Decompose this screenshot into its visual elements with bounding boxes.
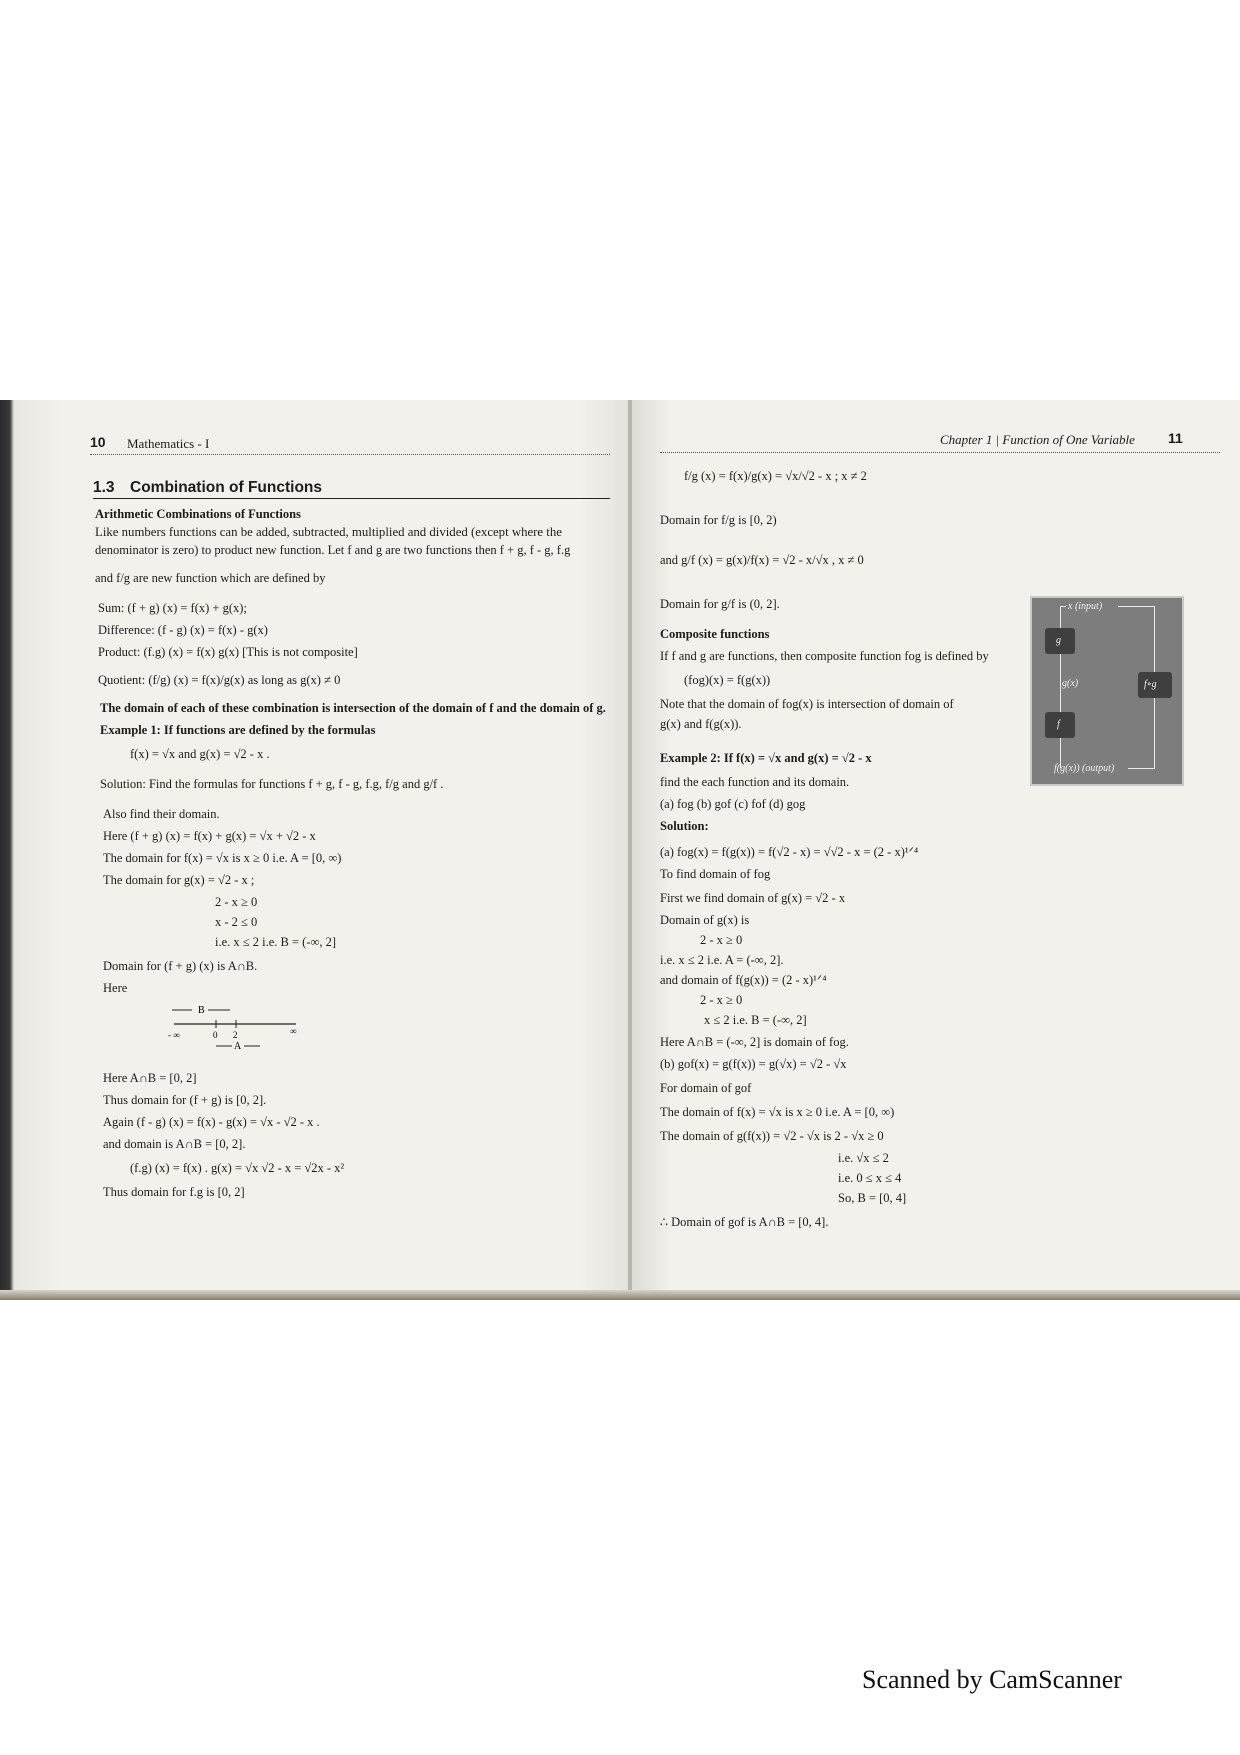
text-line: Composite functions	[660, 627, 770, 641]
text-line: To find domain of fog	[660, 867, 771, 881]
text-line: f(x) = √x and g(x) = √2 - x .	[130, 747, 270, 761]
text-line: (f.g) (x) = f(x) . g(x) = √x √2 - x = √2x - x²	[130, 1161, 345, 1175]
text-line: and domain is A∩B = [0, 2].	[103, 1137, 246, 1151]
text-line: The domain of each of these combination is intersection of the domain of f and the domain of g.	[100, 701, 606, 715]
text-line: Here A∩B = [0, 2]	[103, 1071, 197, 1085]
text-line: Thus domain for (f + g) is [0, 2].	[103, 1093, 267, 1107]
header-rule	[90, 454, 610, 455]
page-number-right: 11	[1168, 430, 1183, 446]
tick-label: - ∞	[168, 1030, 180, 1040]
text-line: Here (f + g) (x) = f(x) + g(x) = √x + √2 - x	[103, 829, 316, 843]
text-line: Solution:	[660, 819, 709, 833]
text-line: Here A∩B = (-∞, 2] is domain of fog.	[660, 1035, 849, 1049]
text-line: Again (f - g) (x) = f(x) - g(x) = √x - √2 - x .	[103, 1115, 320, 1129]
subheading: Arithmetic Combinations of Functions	[95, 507, 301, 521]
composition-figure	[1030, 596, 1184, 786]
text-line: The domain of f(x) = √x is x ≥ 0 i.e. A = [0, ∞)	[660, 1105, 895, 1119]
text-line: i.e. 0 ≤ x ≤ 4	[838, 1171, 902, 1185]
text-line: If f and g are functions, then composite function fog is defined by	[660, 649, 989, 663]
text-line: (fog)(x) = f(g(x))	[684, 673, 771, 687]
running-head-left: Mathematics - I	[127, 436, 210, 451]
text-line: Note that the domain of fog(x) is intersection of domain of	[660, 697, 954, 711]
text-line: x - 2 ≤ 0	[215, 915, 258, 929]
text-line: First we find domain of g(x) = √2 - x	[660, 891, 846, 905]
text-line: denominator is zero) to product new function. Let f and g are two functions then f + g, f - g, f.g	[95, 543, 571, 557]
text-line: The domain for g(x) = √2 - x ;	[103, 873, 255, 887]
text-line: Thus domain for f.g is [0, 2]	[103, 1185, 245, 1199]
text-line: Also find their domain.	[103, 807, 220, 821]
text-line: The domain for f(x) = √x is x ≥ 0 i.e. A = [0, ∞)	[103, 851, 342, 865]
left-page	[0, 400, 630, 1300]
figure-label: g(x)	[1062, 678, 1079, 689]
text-line: The domain of g(f(x)) = √2 - √x is 2 - √x ≥ 0	[660, 1129, 884, 1143]
text-line: g(x) and f(g(x)).	[660, 717, 742, 731]
text-line: 2 - x ≥ 0	[700, 993, 743, 1007]
page-bottom-edge	[0, 1290, 1240, 1300]
text-line: Domain for (f + g) (x) is A∩B.	[103, 959, 258, 973]
figure-connector	[1118, 606, 1154, 607]
text-line: (a) fog(x) = f(g(x)) = f(√2 - x) = √√2 - x = (2 - x)¹ᐟ⁴	[660, 845, 919, 859]
f-machine-box	[1045, 712, 1075, 738]
figure-label: f∘g	[1144, 679, 1157, 690]
text-line: i.e. √x ≤ 2	[838, 1151, 889, 1165]
text-line: (b) gof(x) = g(f(x)) = g(√x) = √2 - √x	[660, 1057, 847, 1071]
text-line: Like numbers functions can be added, subtracted, multiplied and divided (except where the	[95, 525, 562, 539]
label-a: A	[234, 1041, 242, 1052]
text-line: i.e. x ≤ 2 i.e. B = (-∞, 2]	[215, 935, 337, 949]
figure-connector	[1060, 606, 1061, 628]
header-rule	[660, 452, 1220, 453]
text-line: find the each function and its domain.	[660, 775, 850, 789]
text-line: Product: (f.g) (x) = f(x) g(x) [This is not composite]	[98, 645, 358, 659]
text-line: Here	[103, 981, 128, 995]
section-rule	[93, 498, 610, 499]
text-line: Example 2: If f(x) = √x and g(x) = √2 - x	[660, 751, 872, 765]
section-title: Combination of Functions	[130, 479, 323, 496]
text-line: Domain for g/f is (0, 2].	[660, 597, 780, 611]
book-spread	[0, 400, 1240, 1300]
text-line: and g/f (x) = g(x)/f(x) = √2 - x/√x , x ≠ 0	[660, 553, 864, 567]
text-line: Example 1: If functions are defined by the formulas	[100, 723, 376, 737]
text-line: and f/g are new function which are defined by	[95, 571, 326, 585]
text-line: 2 - x ≥ 0	[700, 933, 743, 947]
text-line: f/g (x) = f(x)/g(x) = √x/√2 - x ; x ≠ 2	[684, 469, 867, 483]
figure-connector	[1128, 768, 1155, 769]
text-line: i.e. x ≤ 2 i.e. A = (-∞, 2].	[660, 953, 784, 967]
text-line: ∴ Domain of gof is A∩B = [0, 4].	[660, 1215, 829, 1229]
text-line: Quotient: (f/g) (x) = f(x)/g(x) as long as g(x) ≠ 0	[98, 673, 341, 687]
figure-label: f(g(x)) (output)	[1054, 763, 1115, 774]
section-number: 1.3	[93, 479, 115, 496]
text-line: For domain of gof	[660, 1081, 752, 1095]
text-line: and domain of f(g(x)) = (2 - x)¹ᐟ⁴	[660, 973, 827, 987]
text-line: Sum: (f + g) (x) = f(x) + g(x);	[98, 601, 247, 615]
figure-connector	[1060, 654, 1061, 712]
text-line: x ≤ 2 i.e. B = (-∞, 2]	[704, 1013, 807, 1027]
tick-label: 0	[213, 1030, 218, 1040]
figure-connector	[1154, 606, 1155, 672]
figure-label: g	[1056, 635, 1061, 646]
text-line: Solution: Find the formulas for functions f + g, f - g, f.g, f/g and g/f .	[100, 777, 444, 791]
text-line: Domain of g(x) is	[660, 913, 750, 927]
scanner-watermark: Scanned by CamScanner	[862, 1665, 1122, 1694]
number-line-diagram	[170, 1000, 310, 1050]
text-line: 2 - x ≥ 0	[215, 895, 258, 909]
tick-label: 2	[233, 1030, 238, 1040]
figure-connector	[1154, 698, 1155, 768]
tick-label: ∞	[290, 1026, 297, 1036]
running-head-right: Chapter 1 | Function of One Variable	[940, 432, 1135, 447]
label-b: B	[198, 1005, 205, 1016]
figure-label: x (input)	[1068, 601, 1103, 612]
page-number-left: 10	[90, 434, 106, 450]
text-line: So, B = [0, 4]	[838, 1191, 907, 1205]
text-line: Domain for f/g is [0, 2)	[660, 513, 777, 527]
text-line: Difference: (f - g) (x) = f(x) - g(x)	[98, 623, 268, 637]
right-page	[632, 400, 1240, 1300]
text-line: (a) fog (b) gof (c) fof (d) gog	[660, 797, 806, 811]
figure-label: f	[1057, 719, 1060, 730]
